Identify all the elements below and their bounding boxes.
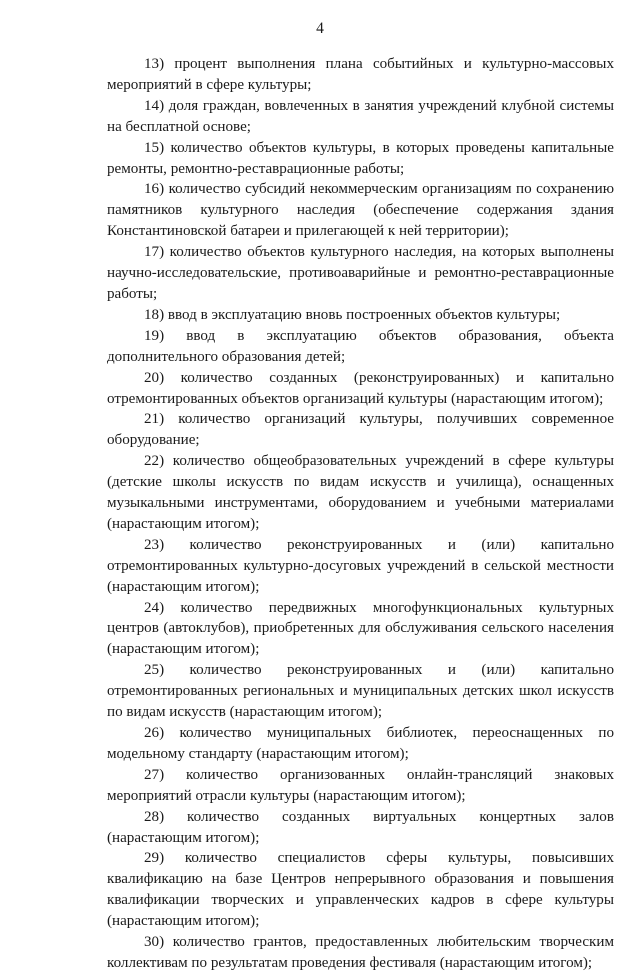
list-item: 18) ввод в эксплуатацию вновь построенных объектов культуры; bbox=[144, 306, 561, 323]
list-item: 17) количество объектов культурного наследия, на которых выполнены научно-исследовательские, противоаварийные и ремонтно-реставрационные работы; bbox=[107, 244, 614, 302]
list-item: 24) количество передвижных многофункциональных культурных центров (автоклубов), приобретенных для обслуживания сельского населения (нарастающим итогом); bbox=[107, 599, 614, 658]
list-item: 22) количество общеобразовательных учреждений в сфере культуры (детские школы искусств по видам искусств и училища), оснащенных музыкальными инструментами, оборудованием и учебными материалами (нарастающим итогом); bbox=[107, 453, 614, 532]
list-item: 27) количество организованных онлайн-трансляций знаковых мероприятий отрасли культуры (нарастающим итогом); bbox=[107, 766, 614, 804]
list-item: 30) количество грантов, предоставленных любительским творческим коллективам по результатам проведения фестиваля (нарастающим итогом); bbox=[107, 934, 614, 971]
list-item: 19) ввод в эксплуатацию объектов образования, объекта дополнительного образования детей; bbox=[107, 327, 614, 365]
page-number: 4 bbox=[316, 20, 324, 37]
list-item: 15) количество объектов культуры, в которых проведены капитальные ремонты, ремонтно-реставрационные работы; bbox=[107, 139, 614, 177]
list-item: 28) количество созданных виртуальных концертных залов (нарастающим итогом); bbox=[107, 808, 614, 846]
list-item: 14) доля граждан, вовлеченных в занятия учреждений клубной системы на бесплатной основе; bbox=[107, 97, 614, 135]
list-item: 26) количество муниципальных библиотек, переоснащенных по модельному стандарту (нарастающим итогом); bbox=[107, 725, 614, 762]
list-item: 29) количество специалистов сферы культуры, повысивших квалификацию на базе Центров непрерывного образования и повышения квалификации творческих и управленческих кадров в сфере культуры (нарастающим итогом); bbox=[107, 850, 614, 930]
list-item: 21) количество организаций культуры, получивших современное оборудование; bbox=[107, 411, 614, 449]
list-item: 16) количество субсидий некоммерческим организациям по сохранению памятников культурного наследия (обеспечение содержания здания Константиновской батареи и прилегающей к ней территории); bbox=[107, 181, 614, 240]
list-item: 25) количество реконструированных и (или) капитально отремонтированных региональных и муниципальных детских школ искусств по видам искусств (нарастающим итогом); bbox=[107, 662, 614, 721]
indicator-list bbox=[107, 54, 614, 974]
list-item: 13) процент выполнения плана событийных и культурно-массовых мероприятий в сфере культуры; bbox=[107, 56, 614, 93]
list-item: 23) количество реконструированных и (или) капитально отремонтированных культурно-досуговых учреждений в сельской местности (нарастающим итогом); bbox=[107, 536, 614, 595]
list-item: 20) количество созданных (реконструированных) и капитально отремонтированных объектов организаций культуры (нарастающим итогом); bbox=[107, 369, 614, 407]
